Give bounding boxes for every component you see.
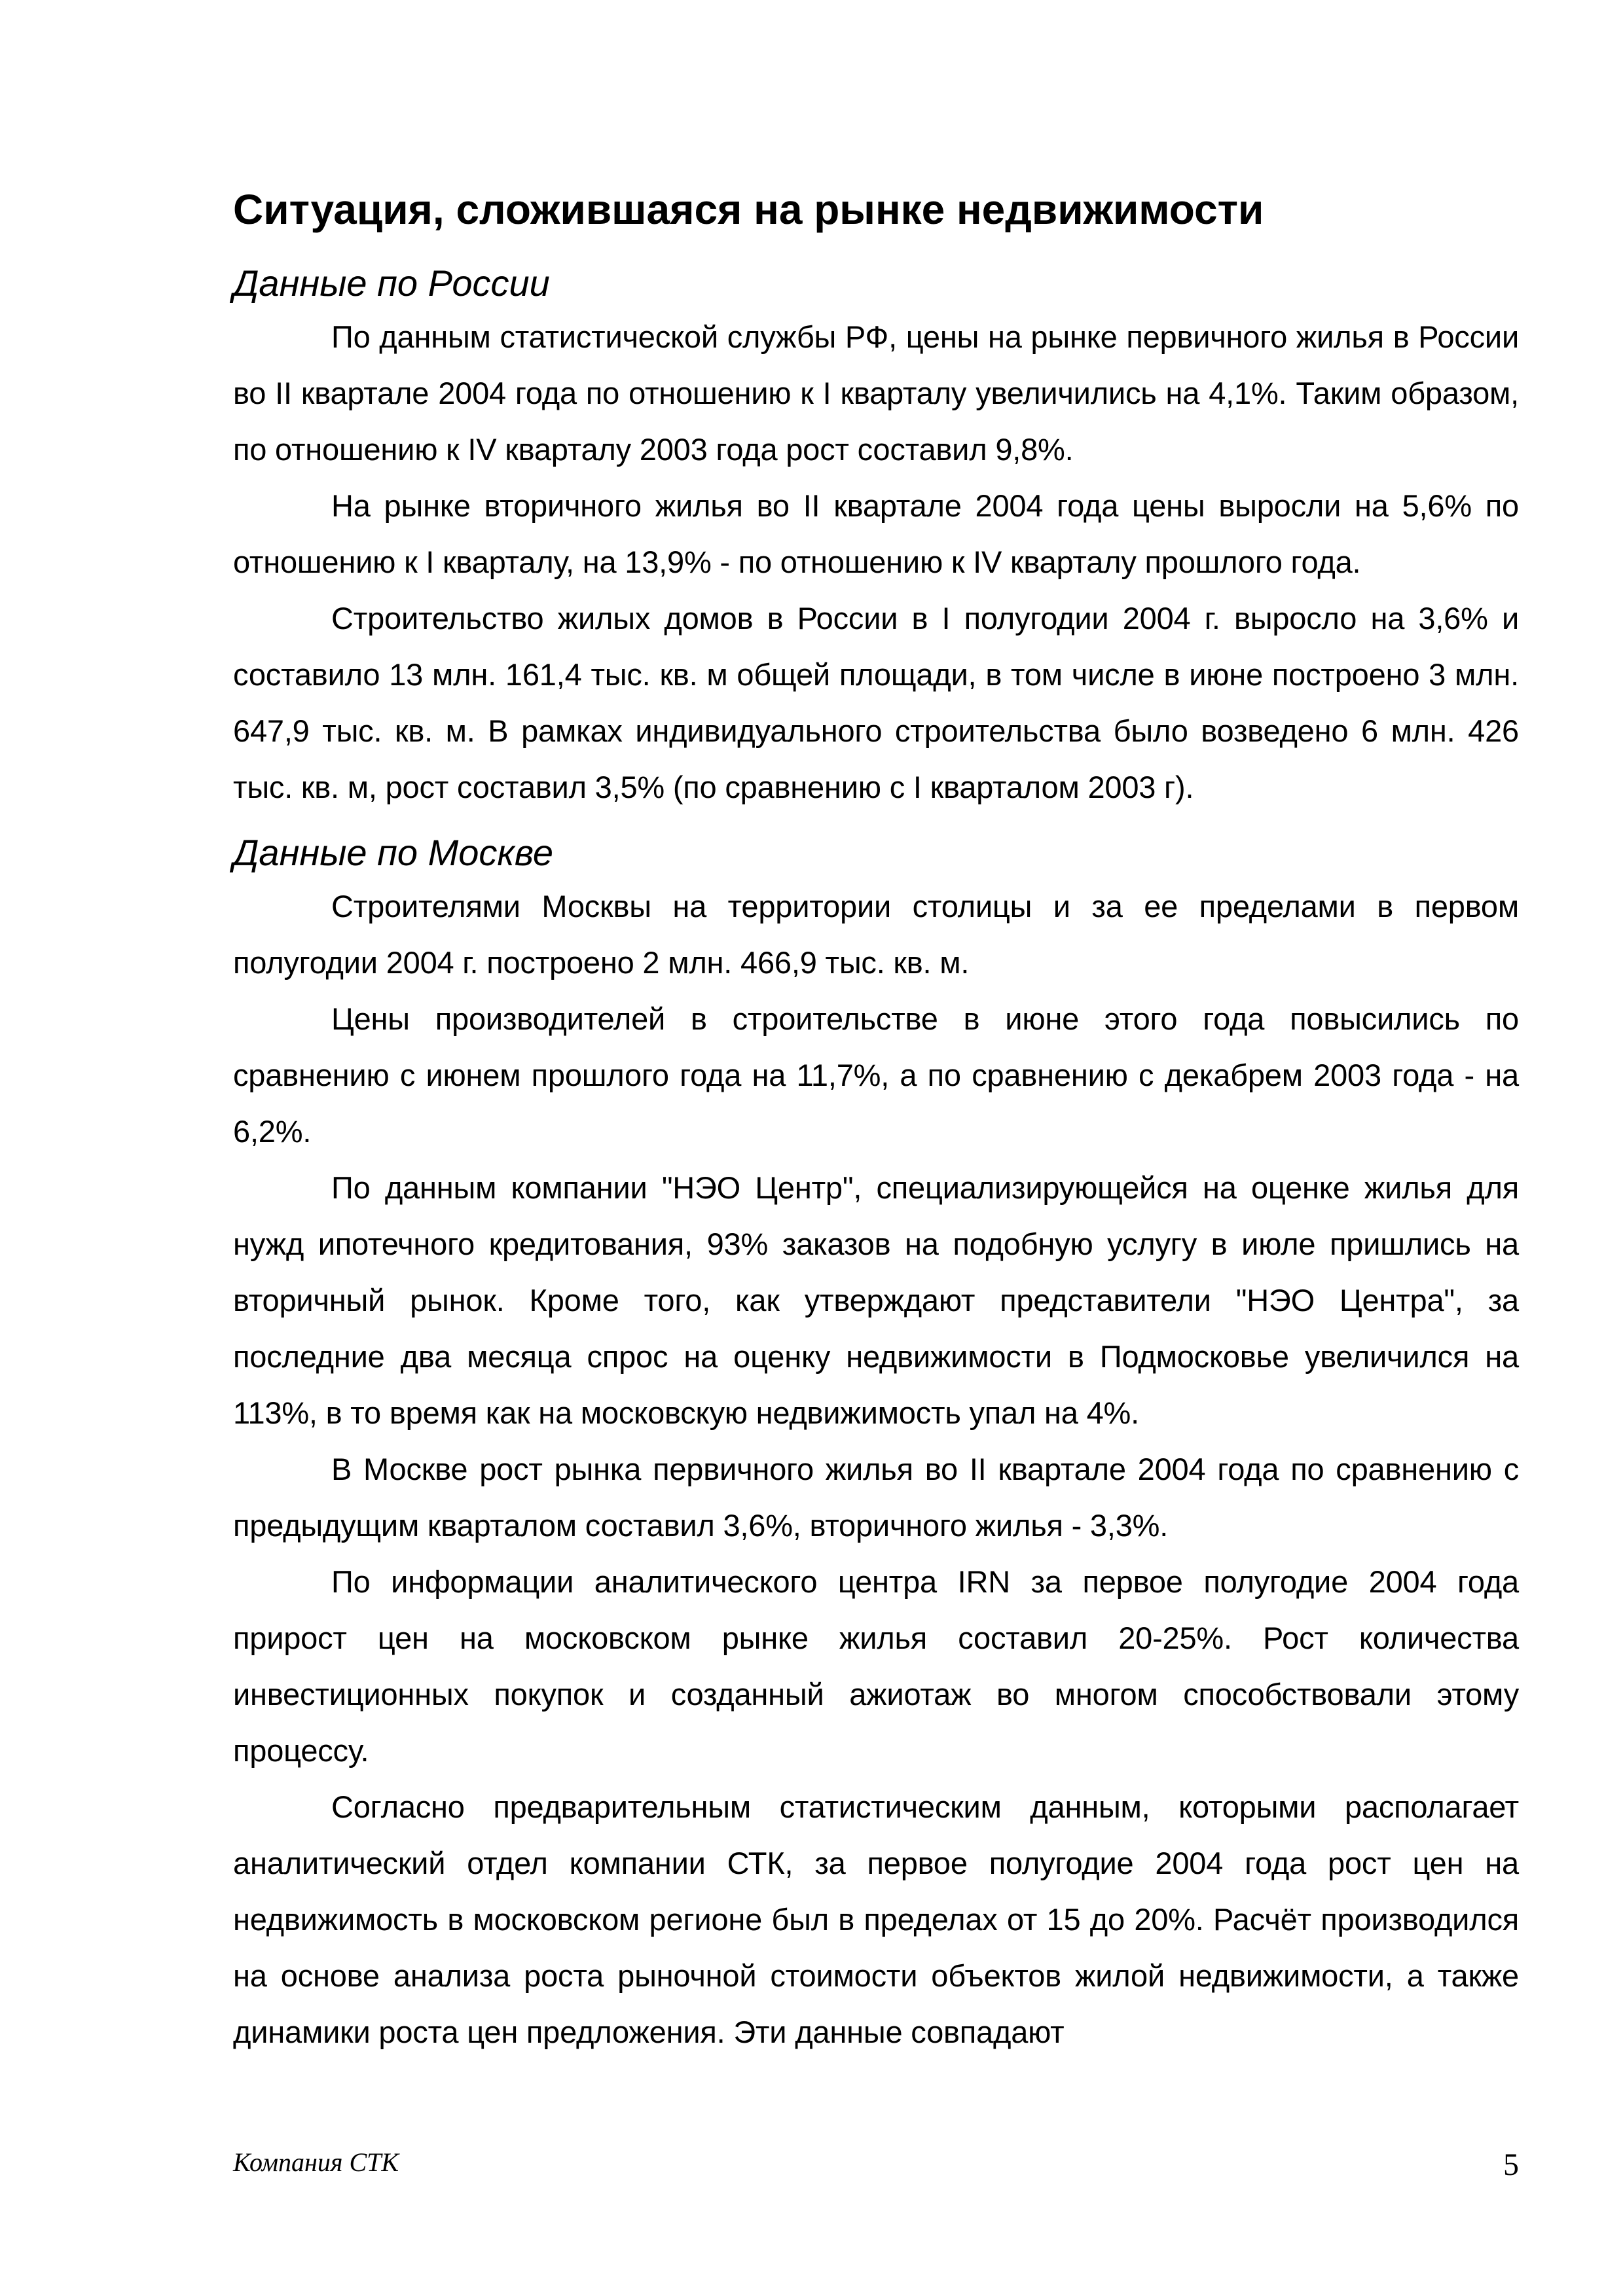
paragraph: По информации аналитического центра IRN за первое полугодие 2004 года прирост цен на московском рынке жилья составил 20-25%. Рост количества инвестиционных покупок и созданный ажиотаж во многом способствовали этому процессу. — [233, 1564, 1519, 1768]
paragraph: Строительство жилых домов в России в I полугодии 2004 г. выросло на 3,6% и составило 13 млн. 161,4 тыс. кв. м общей площади, в том числе в июне построено 3 млн. 647,9 тыс. кв. м. В рамках индивидуального строительства было возведено 6 млн. 426 тыс. кв. м, рост составил 3,5% (по сравнению с I кварталом 2003 г). — [233, 601, 1519, 804]
paragraph: По данным компании "НЭО Центр", специализирующейся на оценке жилья для нужд ипотечного кредитования, 93% заказов на подобную услугу в июле пришлись на вторичный рынок. Кроме того, как утверждают представители "НЭО Центра", за последние два месяца спрос на оценку недвижимости в Подмосковье увеличился на 113%, в то время как на московскую недвижимость упал на 4%. — [233, 1170, 1519, 1430]
footer-company-name: Компания СТК — [233, 2147, 399, 2177]
paragraph: В Москве рост рынка первичного жилья во II квартале 2004 года по сравнению с предыдущим кварталом составил 3,6%, вторичного жилья - 3,3%. — [233, 1452, 1519, 1543]
document-page — [233, 183, 1519, 2060]
paragraph: На рынке вторичного жилья во II квартале 2004 года цены выросли на 5,6% по отношению к I кварталу, на 13,9% - по отношению к IV кварталу прошлого года. — [233, 488, 1519, 579]
section-heading-russia: Данные по России — [233, 262, 550, 304]
paragraph: По данным статистической службы РФ, цены на рынке первичного жилья в России во II квартале 2004 года по отношению к I кварталу увеличились на 4,1%. Таким образом, по отношению к IV кварталу 2003 года рост составил 9,8%. — [233, 319, 1519, 467]
page-number: 5 — [1503, 2147, 1519, 2182]
paragraph: Согласно предварительным статистическим данным, которыми располагает аналитический отдел компании СТК, за первое полугодие 2004 года рост цен на недвижимость в московском регионе был в пределах от 15 до 20%. Расчёт производился на основе анализа роста рыночной стоимости объектов жилой недвижимости, а также динамики роста цен предложения. Эти данные совпадают — [233, 1789, 1519, 2049]
section-heading-moscow: Данные по Москве — [233, 832, 554, 873]
paragraph: Строителями Москвы на территории столицы и за ее пределами в первом полугодии 2004 г. построено 2 млн. 466,9 тыс. кв. м. — [233, 889, 1519, 980]
page-title: Ситуация, сложившаяся на рынке недвижимости — [233, 186, 1264, 233]
paragraph: Цены производителей в строительстве в июне этого года повысились по сравнению с июнем прошлого года на 11,7%, а по сравнению с декабрем 2003 года - на 6,2%. — [233, 1001, 1519, 1149]
section-moscow — [233, 830, 1519, 2060]
section-russia — [233, 260, 1519, 816]
page-footer — [233, 2147, 1519, 2193]
